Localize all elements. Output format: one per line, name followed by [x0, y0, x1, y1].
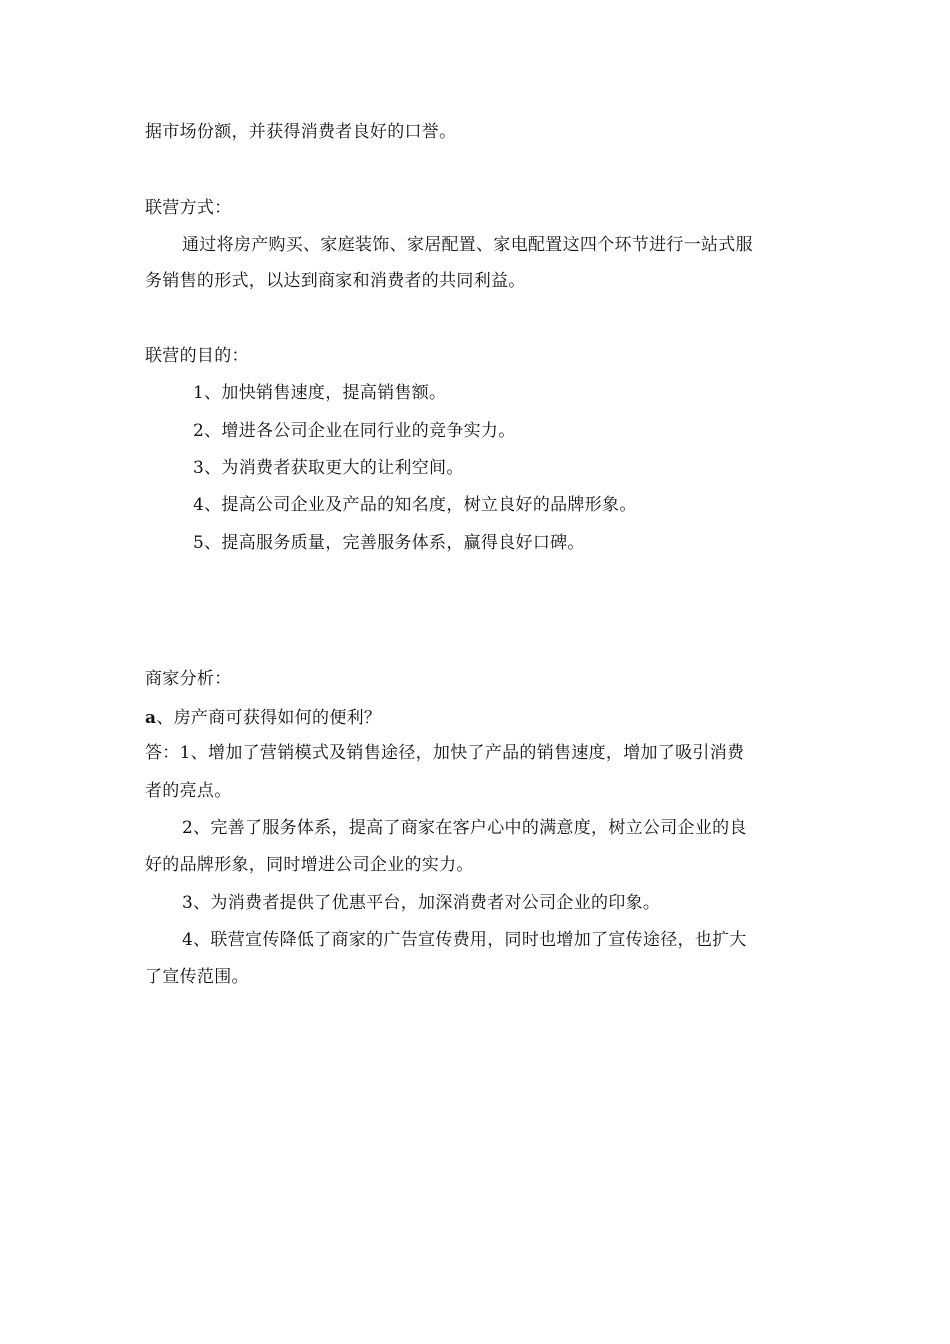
purpose-item-2: 2、增进各公司企业在同行业的竞争实力。 — [193, 421, 516, 441]
answer3-line1: 3、为消费者提供了优惠平台，加深消费者对公司企业的印象。 — [182, 893, 661, 913]
question-text: 、房产商可获得如何的便利？ — [156, 708, 382, 728]
operation-mode-para-line2: 务销售的形式，以达到商家和消费者的共同利益。 — [145, 271, 526, 291]
answer2-line1: 2、完善了服务体系，提高了商家在客户心中的满意度，树立公司企业的良 — [182, 818, 747, 838]
question-a — [145, 706, 381, 730]
answer4-line1: 4、联营宣传降低了商家的广告宣传费用，同时也增加了宣传途径，也扩大 — [182, 930, 747, 950]
question-letter: a — [145, 708, 157, 728]
answer1-line2: 者的亮点。 — [145, 781, 232, 801]
answer2-line2: 好的品牌形象，同时增进公司企业的实力。 — [145, 855, 474, 875]
answer4-line2: 了宣传范围。 — [145, 967, 249, 987]
purpose-item-5: 5、提高服务质量，完善服务体系，赢得良好口碑。 — [193, 533, 585, 553]
purpose-item-3: 3、为消费者获取更大的让利空间。 — [193, 458, 464, 478]
purpose-item-1: 1、加快销售速度，提高销售额。 — [193, 383, 447, 403]
intro-continuation: 据市场份额，并获得消费者良好的口誉。 — [145, 122, 457, 142]
purpose-heading: 联营的目的： — [145, 346, 249, 366]
operation-mode-heading: 联营方式： — [145, 198, 232, 218]
operation-mode-para-line1: 通过将房产购买、家庭装饰、家居配置、家电配置这四个环节进行一站式服 — [182, 235, 753, 255]
answer1-line1: 答：1、增加了营销模式及销售途径，加快了产品的销售速度，增加了吸引消费 — [145, 743, 745, 763]
purpose-item-4: 4、提高公司企业及产品的知名度，树立良好的品牌形象。 — [193, 495, 637, 515]
merchant-analysis-heading: 商家分析： — [145, 669, 232, 689]
